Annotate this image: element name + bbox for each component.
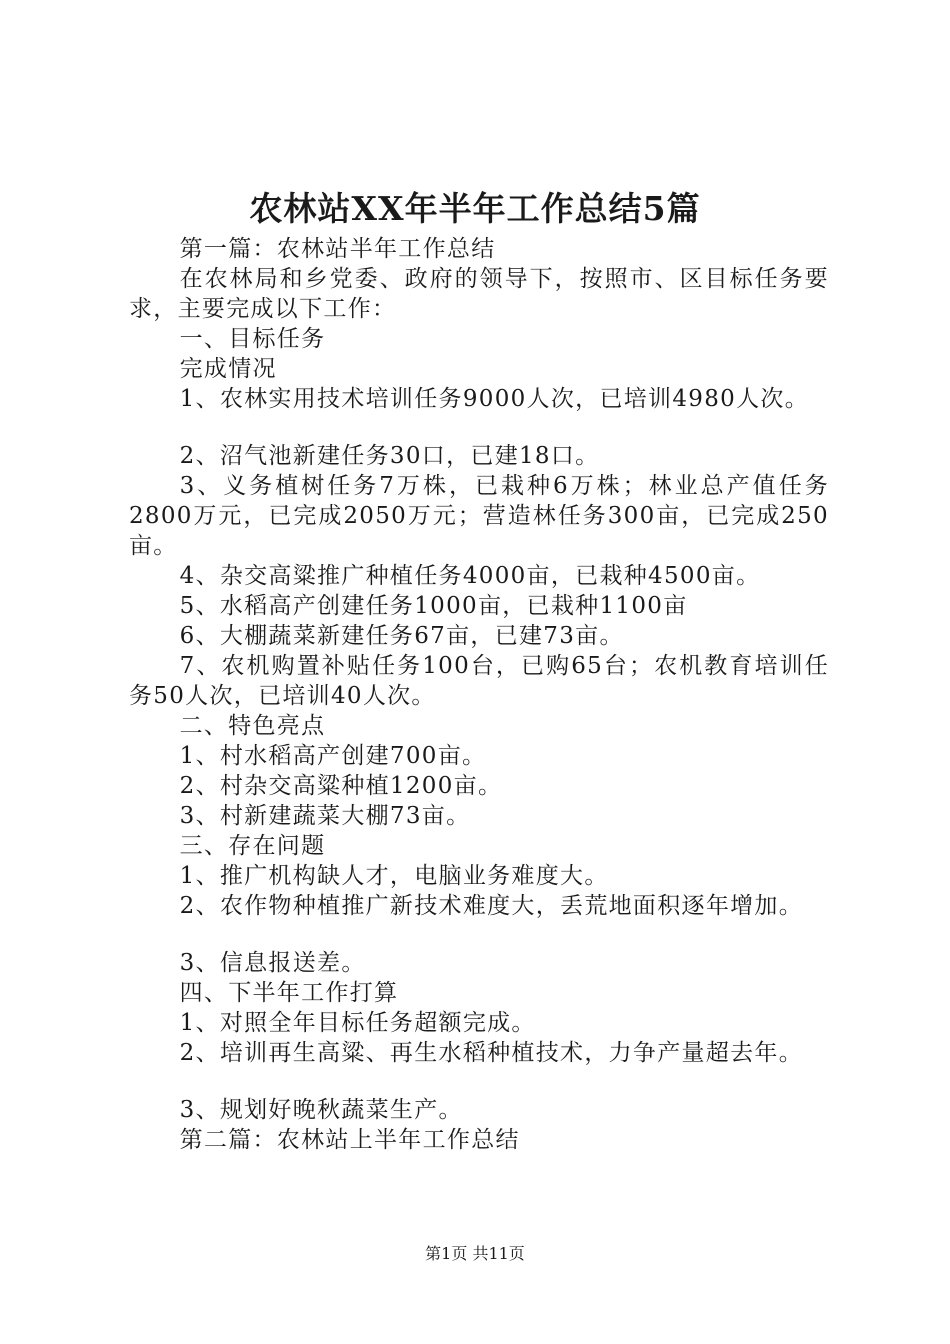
document-title: 农林站XX年半年工作总结5篇 — [249, 189, 701, 228]
list-item: 2、农作物种植推广新技术难度大，丢荒地面积逐年增加。 — [179, 893, 804, 919]
list-item: 7、农机购置补贴任务100台，已购65台；农机教育培训任务50人次，已培训40人次。 — [129, 653, 829, 709]
list-item: 2、村杂交高粱种植1200亩。 — [179, 773, 503, 799]
section-heading: 第一篇：农林站半年工作总结 — [179, 236, 496, 262]
list-item: 5、水稻高产创建任务1000亩，已栽种1100亩 — [179, 593, 688, 619]
list-item: 4、杂交高粱推广种植任务4000亩，已栽种4500亩。 — [179, 563, 761, 589]
list-item: 2、沼气池新建任务30口，已建18口。 — [179, 443, 600, 469]
paragraph: 在农林局和乡党委、政府的领导下，按照市、区目标任务要求，主要完成以下工作： — [129, 266, 829, 322]
list-item: 2、培训再生高粱、再生水稻种植技术，力争产量超去年。 — [179, 1040, 804, 1066]
section-heading: 一、目标任务 — [179, 326, 326, 352]
list-item: 3、信息报送差。 — [179, 950, 366, 976]
list-item: 6、大棚蔬菜新建任务67亩，已建73亩。 — [179, 623, 624, 649]
list-item: 1、对照全年目标任务超额完成。 — [179, 1010, 536, 1036]
section-heading: 三、存在问题 — [179, 833, 326, 859]
document-body — [129, 234, 829, 1155]
section-heading: 第二篇：农林站上半年工作总结 — [179, 1127, 520, 1153]
paragraph: 完成情况 — [179, 356, 277, 382]
list-item: 3、义务植树任务7万株，已栽种6万株；林业总产值任务2800万元，已完成2050万元；营造林任务300亩，已完成250亩。 — [129, 473, 829, 559]
list-item: 1、推广机构缺人才，电脑业务难度大。 — [179, 863, 609, 889]
section-heading: 四、下半年工作打算 — [179, 980, 399, 1006]
list-item: 1、村水稻高产创建700亩。 — [179, 743, 487, 769]
page-footer: 第1页 共11页 — [425, 1244, 525, 1263]
list-item: 1、农林实用技术培训任务9000人次，已培训4980人次。 — [179, 386, 809, 412]
section-heading: 二、特色亮点 — [179, 713, 326, 739]
list-item: 3、村新建蔬菜大棚73亩。 — [179, 803, 471, 829]
list-item: 3、规划好晚秋蔬菜生产。 — [179, 1097, 463, 1123]
